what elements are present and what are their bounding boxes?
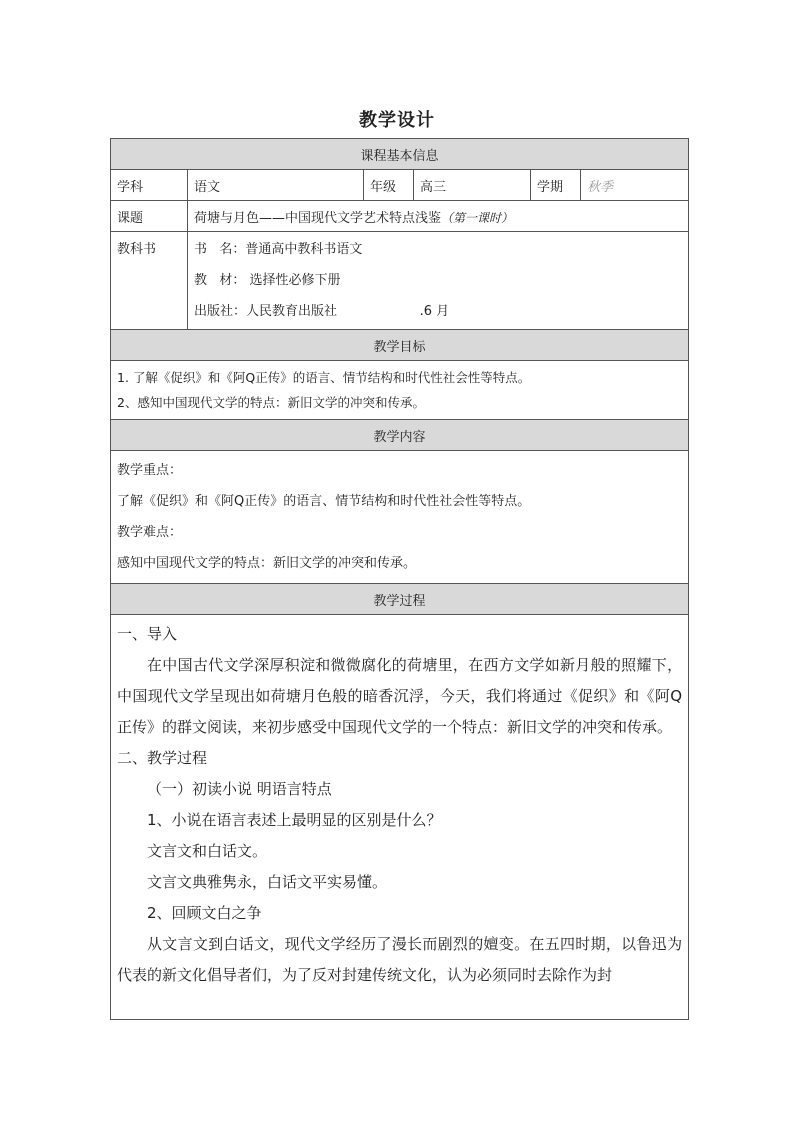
process-heading: 二、教学过程 — [117, 749, 208, 767]
document-title: 教学设计 — [359, 110, 435, 131]
question-1: 1、小说在语言表述上最明显的区别是什么？ — [147, 811, 442, 829]
info-row-topic — [111, 201, 689, 232]
debate-paragraph: 从文言文到白话文，现代文学经历了漫长而剧烈的嬗变。在五四时期，以鲁迅为代表的新文化倡导者们，为了反对封建传统文化，认为必须同时去除作为封 — [117, 935, 683, 984]
goals-row — [111, 361, 689, 420]
lesson-plan-table — [110, 138, 689, 1020]
intro-paragraph: 在中国古代文学深厚积淀和微微腐化的荷塘里，在西方文学如新月般的照耀下，中国现代文学呈现出如荷塘月色般的暗香沉浮，今天，我们将通过《促织》和《阿Q正传》的群文阅读，来初步感受中国现代文学的一个特点：新旧文学的冲突和传承。 — [117, 656, 683, 736]
goal-item: 2、感知中国现代文学的特点：新旧文学的冲突和传承。 — [117, 395, 425, 410]
section-header-content: 教学内容 — [111, 420, 689, 451]
grade-label: 年级 — [364, 170, 414, 201]
textbook-line: 出版社：人民教育出版社 .6 月 — [194, 304, 450, 319]
grade-value: 高三 — [414, 170, 531, 201]
goal-item: 1. 了解《促织》和《阿Q正传》的语言、情节结构和时代性社会性等特点。 — [117, 370, 531, 385]
key-point-text: 了解《促织》和《阿Q正传》的语言、情节结构和时代性社会性等特点。 — [117, 494, 531, 509]
info-row-textbook — [111, 232, 689, 330]
answer-2: 文言文典雅隽永，白话文平实易懂。 — [147, 873, 388, 891]
content-cell — [111, 451, 689, 584]
content-row — [111, 451, 689, 584]
topic-note: （第一课时） — [441, 210, 514, 225]
textbook-cell — [188, 232, 689, 330]
key-point-label: 教学重点： — [117, 463, 183, 478]
subject-label: 学科 — [111, 170, 188, 201]
textbook-label: 教科书 — [111, 232, 188, 330]
intro-heading: 一、导入 — [117, 625, 178, 643]
topic-cell — [188, 201, 689, 232]
question-2: 2、回顾文白之争 — [147, 904, 262, 922]
subsection-heading: （一）初读小说 明语言特点 — [147, 780, 332, 798]
goals-cell — [111, 361, 689, 420]
term-value: 秋季 — [581, 170, 689, 201]
term-label: 学期 — [531, 170, 581, 201]
section-header-goals: 教学目标 — [111, 330, 689, 361]
info-row-subject — [111, 170, 689, 201]
difficult-point-label: 教学难点： — [117, 525, 183, 540]
topic-value: 荷塘与月色——中国现代文学艺术特点浅鉴 — [194, 210, 442, 226]
process-cell — [111, 615, 689, 1020]
answer-1: 文言文和白话文。 — [147, 842, 268, 860]
textbook-line: 教 材： 选择性必修下册 — [194, 273, 341, 288]
textbook-line: 书 名：普通高中教科书语文 — [194, 242, 363, 257]
subject-value: 语文 — [188, 170, 364, 201]
difficult-point-text: 感知中国现代文学的特点：新旧文学的冲突和传承。 — [117, 556, 417, 571]
process-row — [111, 615, 689, 1020]
section-header-basic-info: 课程基本信息 — [111, 139, 689, 170]
section-header-process: 教学过程 — [111, 584, 689, 615]
topic-label: 课题 — [111, 201, 188, 232]
